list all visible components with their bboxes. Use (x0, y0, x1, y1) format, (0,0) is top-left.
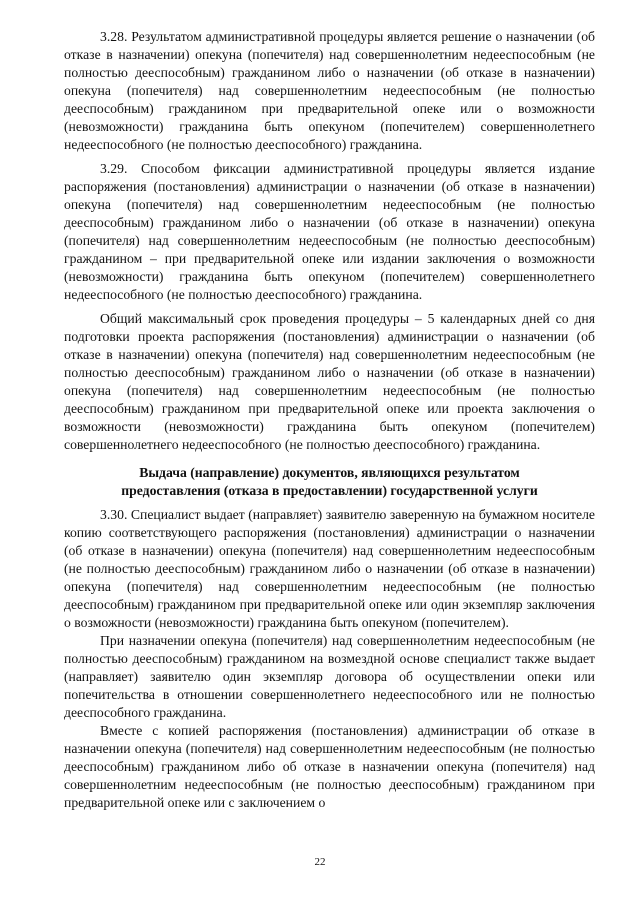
page-number: 22 (314, 856, 326, 868)
section-heading-line-1: Выдача (направление) документов, являющихся результатом (139, 465, 520, 480)
paragraph-paid-guardianship: При назначении опекуна (попечителя) над совершеннолетним недееспособным (не полностью дееспособным) гражданином на возмездной основе специалист также выдает (направляет) заявителю один экземпляр договора об осуществлении опеки или попечительства в отношении совершеннолетнего недееспособного или не полностью дееспособного гражданина. (64, 633, 595, 720)
document-page (64, 28, 595, 812)
paragraph-3-30: 3.30. Специалист выдает (направляет) заявителю заверенную на бумажном носителе копию соответствующего распоряжения (постановления) администрации о назначении (об отказе в назначении) опекуна (попечителя) над совершеннолетним недееспособным (не полностью дееспособным) гражданином либо о назначении (об отказе в назначении) опекуна (попечителя) над совершеннолетним недееспособным (не полностью дееспособным) гражданином при предварительной опеке или один экземпляр заключения о возможности (невозможности) гражданина быть опекуном (попечителем). (64, 507, 595, 630)
paragraph-3-29: 3.29. Способом фиксации административной процедуры является издание распоряжения (постановления) администрации о назначении (об отказе в назначении) опекуна (попечителя) над совершеннолетним недееспособным (не полностью дееспособным) гражданином либо о назначении (об отказе в назначении) опекуна (попечителя) над совершеннолетним недееспособным (не полностью дееспособным) гражданином – при предварительной опеке или издании заключения о возможности (невозможности) гражданина быть опекуном (попечителем) совершеннолетнего недееспособного (не полностью дееспособного) гражданина. (64, 161, 595, 302)
paragraph-3-28: 3.28. Результатом административной процедуры является решение о назначении (об отказе в назначении) опекуна (попечителя) над совершеннолетним недееспособным (не полностью дееспособным) гражданином либо о назначении (об отказе в назначении) опекуна (попечителя) над совершеннолетним недееспособным (не полностью дееспособным) гражданином при предварительной опеке или о возможности (невозможности) гражданина быть опекуном (попечителем) совершеннолетнего недееспособного (не полностью дееспособного) гражданина. (64, 29, 595, 152)
section-heading (64, 464, 595, 500)
paragraph-refusal-copy: Вместе с копией распоряжения (постановления) администрации об отказе в назначении опекуна (попечителя) над совершеннолетним недееспособным (не полностью дееспособным) гражданином либо об отказе в назначении опекуна (попечителя) над совершеннолетним недееспособным (не полностью дееспособным) гражданином при предварительной опеке или с заключением о (64, 723, 595, 810)
paragraph-procedure-term: Общий максимальный срок проведения процедуры – 5 календарных дней со дня подготовки проекта распоряжения (постановления) администрации о назначении (об отказе в назначении) опекуна (попечителя) над совершеннолетним недееспособным (не полностью дееспособным) гражданином либо о назначении (об отказе в назначении) опекуна (попечителя) над совершеннолетним недееспособным (не полностью дееспособным) гражданином при предварительной опеке или проекта заключения о возможности (невозможности) гражданина быть опекуном (попечителем) совершеннолетнего недееспособного (не полностью дееспособного) гражданина. (64, 311, 595, 452)
section-heading-line-2: предоставления (отказа в предоставлении) государственной услуги (121, 483, 538, 498)
